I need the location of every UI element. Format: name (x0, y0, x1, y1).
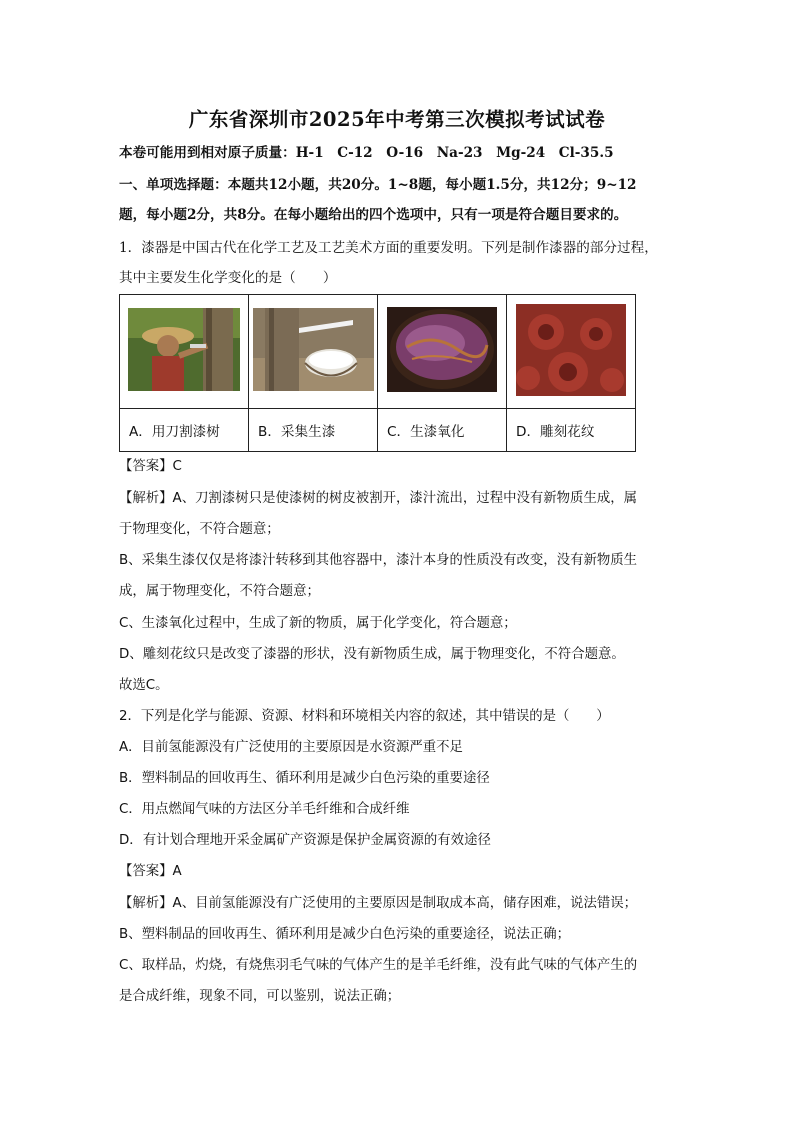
q2-option-d: D．有计划合理地开采金属矿产资源是保护金属资源的有效途径 (119, 833, 491, 848)
q1-analysis-line: 成，属于物理变化，不符合题意； (119, 584, 320, 599)
q1-analysis-line: B、采集生漆仅仅是将漆汁转移到其他容器中，漆汁本身的性质没有改变，没有新物质生 (119, 553, 638, 568)
raw-lacquer-oxidation-photo (387, 307, 497, 392)
q1-analysis-line: 【解析】A、刀割漆树只是使漆树的树皮被割开，漆汁流出，过程中没有新物质生成，属 (119, 491, 638, 506)
q2-analysis-line: C、取样品，灼烧，有烧焦羽毛气味的气体产生的是羊毛纤维，没有此气味的气体产生的 (119, 958, 638, 973)
q2-stem: 2．下列是化学与能源、资源、材料和环境相关内容的叙述，其中错误的是（ ） (119, 709, 610, 724)
atomic-masses-note: 本卷可能用到相对原子质量：H-1 C-12 O-16 Na-23 Mg-24 Cl-35.5 (119, 145, 614, 161)
q2-option-b: B．塑料制品的回收再生、循环利用是减少白色污染的重要途径 (119, 771, 490, 786)
q1-answer: 【答案】C (119, 459, 182, 474)
q1-option-b-image-cell (249, 295, 378, 409)
section1-instructions-line2: 题，每小题2分，共8分。在每小题给出的四个选项中，只有一项是符合题目要求的。 (119, 207, 628, 223)
q1-stem-line1: 1．漆器是中国古代在化学工艺及工艺美术方面的重要发明。下列是制作漆器的部分过程， (119, 240, 658, 256)
q2-analysis-line: 是合成纤维，现象不同，可以鉴别，说法正确； (119, 989, 401, 1004)
q2-option-a: A．目前氢能源没有广泛使用的主要原因是水资源严重不足 (119, 740, 463, 755)
q1-stem-line2: 其中主要发生化学变化的是（ ） (119, 270, 337, 286)
section1-instructions-line1: 一、单项选择题：本题共12小题，共20分。1~8题，每小题1.5分，共12分；9~12 (119, 177, 637, 193)
carved-pattern-photo (516, 304, 626, 396)
q1-option-c-image-cell (378, 295, 507, 409)
q1-analysis-line: C、生漆氧化过程中，生成了新的物质，属于化学变化，符合题意； (119, 616, 517, 631)
collecting-raw-lacquer-photo (253, 308, 374, 391)
q2-analysis-line: B、塑料制品的回收再生、循环利用是减少白色污染的重要途径，说法正确； (119, 927, 571, 942)
q1-analysis-line: 于物理变化，不符合题意； (119, 522, 280, 537)
cutting-lacquer-tree-photo (128, 308, 240, 391)
q1-option-c-label: C．生漆氧化 (378, 409, 507, 452)
q1-analysis-line: D、雕刻花纹只是改变了漆器的形状，没有新物质生成，属于物理变化，不符合题意。 (119, 647, 625, 662)
q1-option-a-label: A．用刀割漆树 (120, 409, 249, 452)
q1-option-a-image-cell (120, 295, 249, 409)
q1-analysis-line: 故选C。 (119, 678, 169, 693)
q1-option-d-image-cell (507, 295, 636, 409)
q1-option-b-label: B．采集生漆 (249, 409, 378, 452)
q1-options-table (119, 294, 636, 452)
page-title: 广东省深圳市2025年中考第三次模拟考试试卷 (188, 108, 606, 131)
q2-option-c: C．用点燃闻气味的方法区分羊毛纤维和合成纤维 (119, 802, 410, 817)
q1-option-d-label: D．雕刻花纹 (507, 409, 636, 452)
q2-answer: 【答案】A (119, 864, 182, 879)
q2-analysis-line: 【解析】A、目前氢能源没有广泛使用的主要原因是制取成本高，储存困难，说法错误； (119, 896, 638, 911)
